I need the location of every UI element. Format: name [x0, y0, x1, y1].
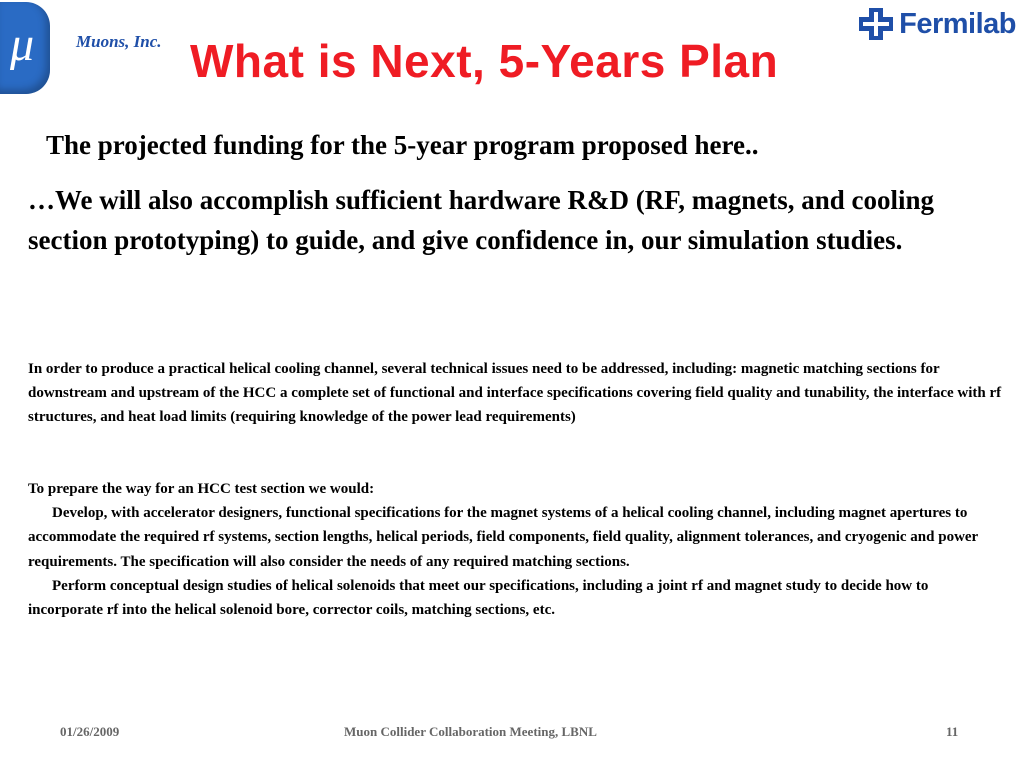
plan-item-develop: Develop, with accelerator designers, functional specifications for the magnet systems of a helical cooling channel, including magnet apertures to accommodate the required rf systems, section lengths, helical periods, field components, field quality, alignment tolerances, and cryogenic and power requirements. The specification will also consider the needs of any required matching sections.	[28, 505, 978, 570]
slide-title: What is Next, 5-Years Plan	[190, 35, 779, 87]
footer-page-number: 11	[946, 724, 959, 739]
funding-subtitle: The projected funding for the 5-year program proposed here..	[46, 130, 759, 160]
plan-item-perform: Perform conceptual design studies of helical solenoids that meet our specifications, including a joint rf and magnet study to decide how to incorporate rf into the helical solenoid bore, corrector coils, matching sections, etc.	[28, 577, 929, 619]
mu-symbol-icon	[8, 14, 42, 78]
hcc-test-section-plan	[28, 477, 1003, 622]
footer-meeting: Muon Collider Collaboration Meeting, LBNL	[344, 724, 597, 739]
footer-date: 01/26/2009	[60, 724, 120, 739]
lead-statement: …We will also accomplish sufficient hardware R&D (RF, magnets, and cooling section prototyping) to guide, and give confidence in, our simulation studies.	[28, 185, 935, 255]
plan-intro: To prepare the way for an HCC test section we would:	[28, 481, 375, 497]
fermilab-wordmark: Fermilab	[899, 7, 1016, 40]
fermilab-logo	[859, 8, 1016, 40]
hcc-issues-paragraph: In order to produce a practical helical cooling channel, several technical issues need to be addressed, including: magnetic matching sections for downstream and upstream of the HCC a complete set of functional and interface specifications covering field quality and tunability, the interface with rf structures, and heat load limits (requiring knowledge of the power lead requirements)	[28, 361, 1002, 426]
muons-logo	[0, 2, 50, 94]
svg-text:μ: μ	[10, 18, 35, 71]
organization-name: Muons, Inc.	[76, 32, 162, 51]
fermilab-cross-icon	[859, 8, 893, 40]
